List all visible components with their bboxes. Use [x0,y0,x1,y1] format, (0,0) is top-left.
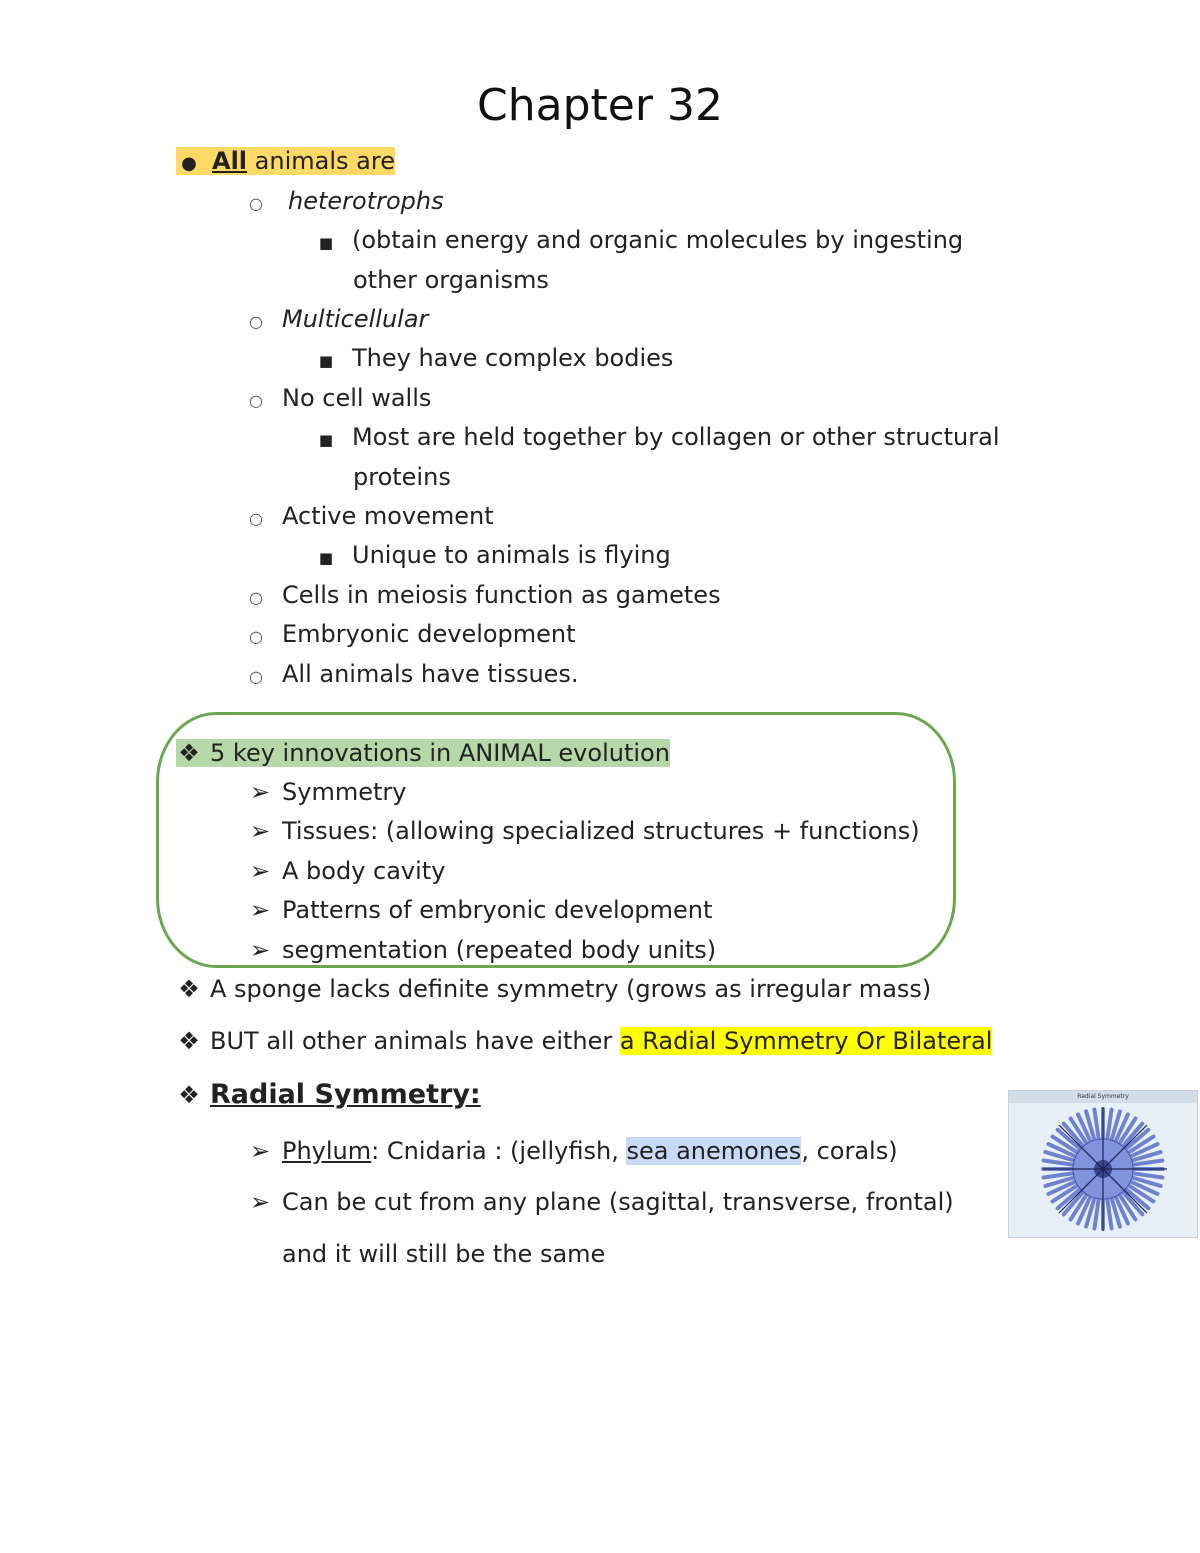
intro-line [176,144,395,181]
square-bullet-icon: ■ [318,234,334,252]
list-item: ➢ Tissues: (allowing specialized structures + functions) [246,814,920,848]
list-item: ➢ Patterns of embryonic development [246,893,712,927]
list-item: ○ No cell walls [246,381,431,418]
phylum-line: ➢ Phylum: Cnidaria : (jellyfish, sea anemones, corals) [246,1134,898,1168]
diamond-bullet-icon: ❖ [178,975,200,1003]
circle-bullet-icon: ○ [249,312,263,331]
list-item: ➢ A body cavity [246,854,445,888]
innovations-heading: ❖ 5 key innovations in ANIMAL evolution [176,736,670,770]
symmetry-types-highlight: a Radial Symmetry Or Bilateral [619,1027,993,1055]
arrow-bullet-icon: ➢ [249,1188,271,1216]
figure-caption: Radial Symmetry [1009,1091,1197,1103]
bullet-icon: ● [181,153,197,174]
diamond-bullet-icon: ❖ [178,1027,200,1055]
list-item: ■ Most are held together by collagen or other structural [316,420,999,457]
circle-bullet-icon: ○ [249,627,263,646]
list-item: ○ Cells in meiosis function as gametes [246,578,721,615]
circle-bullet-icon: ○ [249,588,263,607]
arrow-bullet-icon: ➢ [249,896,271,924]
list-item: ○ Embryonic development [246,617,576,654]
list-item-continuation: other organisms [353,266,549,294]
list-item: ➢ segmentation (repeated body units) [246,933,716,967]
intro-all: All [212,147,248,175]
square-bullet-icon: ■ [318,549,334,567]
circle-bullet-icon: ○ [249,667,263,686]
diamond-bullet-icon: ❖ [178,739,200,767]
sponge-line: ❖ A sponge lacks definite symmetry (grows as irregular mass) [176,972,931,1006]
list-item: ■ Unique to animals is flying [316,538,671,575]
arrow-bullet-icon: ➢ [249,857,271,885]
arrow-bullet-icon: ➢ [249,1137,271,1165]
sea-anemone-figure [1008,1090,1198,1238]
diamond-bullet-icon: ❖ [178,1081,200,1109]
sea-anemone-image [1009,1103,1197,1237]
list-item: ○ Multicellular [246,302,428,339]
list-item: ➢ Symmetry [246,775,406,809]
circle-bullet-icon: ○ [249,391,263,410]
list-item: ■ They have complex bodies [316,341,673,378]
circle-bullet-icon: ○ [249,509,263,528]
cut-plane-continuation: and it will still be the same [282,1240,606,1268]
list-item: ○ All animals have tissues. [246,657,579,694]
symmetry-types-line: ❖ BUT all other animals have either a Radial Symmetry Or Bilateral [176,1024,992,1058]
square-bullet-icon: ■ [318,431,334,449]
radial-heading: ❖ Radial Symmetry: [176,1076,481,1114]
arrow-bullet-icon: ➢ [249,817,271,845]
page-title: Chapter 32 [477,80,723,131]
list-item: ○ Active movement [246,499,494,536]
square-bullet-icon: ■ [318,352,334,370]
list-item: ○ heterotrophs [246,184,444,221]
circle-bullet-icon: ○ [249,194,263,213]
arrow-bullet-icon: ➢ [249,936,271,964]
intro-rest: animals are [254,147,395,175]
cut-plane-line: ➢ Can be cut from any plane (sagittal, transverse, frontal) [246,1185,954,1219]
list-item: ■ (obtain energy and organic molecules by ingesting [316,223,963,260]
phylum-highlight: sea anemones [626,1137,802,1165]
intro-highlight-box [176,147,395,175]
list-item-continuation: proteins [353,463,451,491]
arrow-bullet-icon: ➢ [249,778,271,806]
